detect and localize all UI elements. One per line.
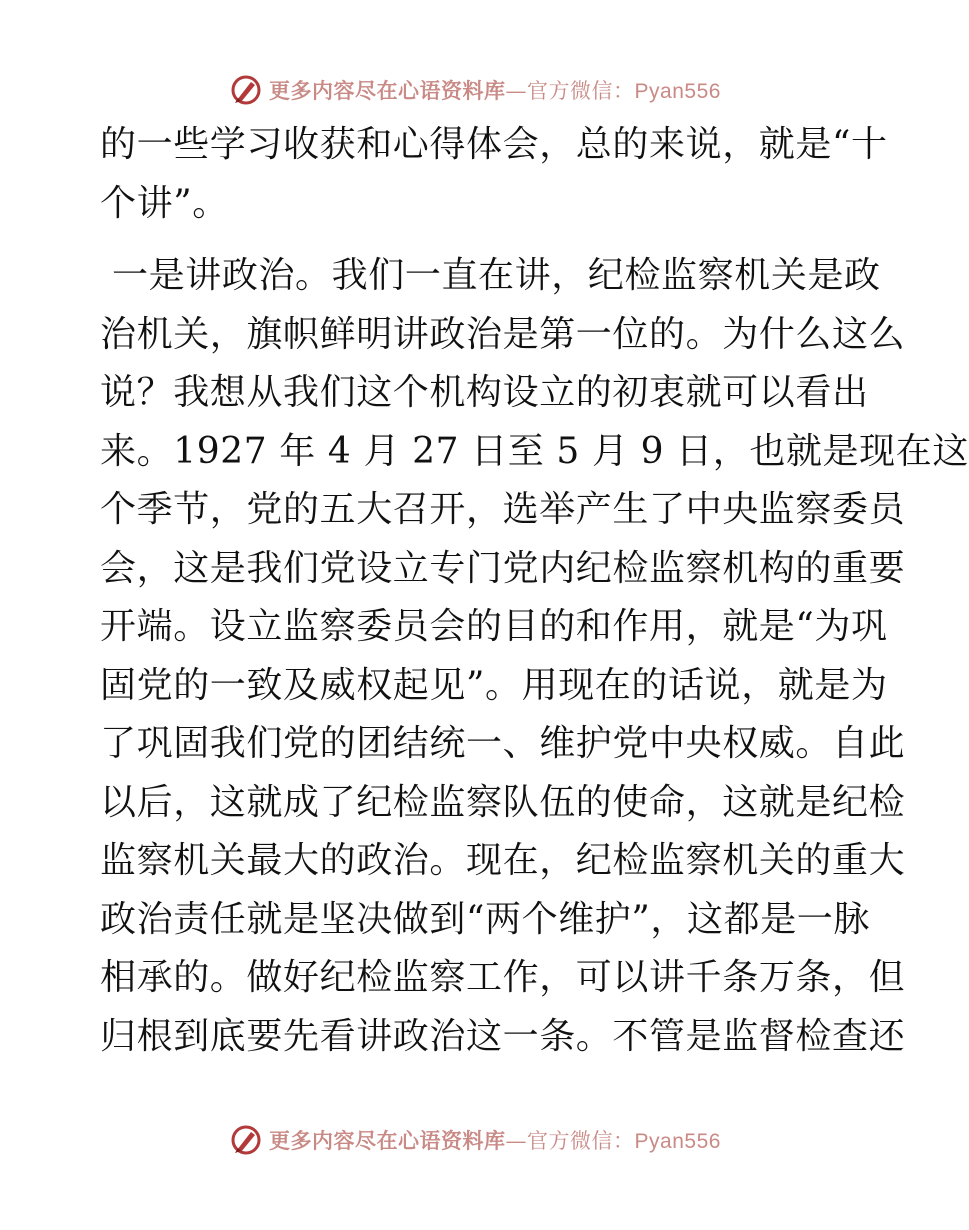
paragraph-1: [100, 116, 888, 233]
text-line: 政治责任就是坚决做到“两个维护”，这都是一脉: [100, 898, 871, 940]
text-line: 了巩固我们党的团结统一、维护党中央权威。自此: [100, 723, 906, 764]
text-line: 说？我想从我们这个机构设立的初衷就可以看出: [100, 372, 869, 413]
watermark-footer: [0, 1120, 950, 1160]
watermark-dash: —: [505, 1129, 528, 1153]
text-line: 治机关，旗帜鲜明讲政治是第一位的。为什么这么: [100, 313, 906, 355]
watermark-official: 官方微信：: [527, 1129, 635, 1153]
text-line: 个讲”。: [100, 182, 229, 224]
paragraph-gap: [100, 233, 852, 247]
watermark-text: [269, 1125, 721, 1155]
document-body: [100, 116, 969, 1066]
text-line: 以后，这就成了纪检监察队伍的使命，这就是纪检: [100, 781, 906, 823]
watermark-account: Pyan556: [634, 1130, 721, 1153]
text-line: 开端。设立监察委员会的目的和作用，就是“为巩: [100, 606, 888, 647]
watermark-official: 官方微信：: [527, 79, 635, 103]
text-line: 相承的。做好纪检监察工作，可以讲千条万条，但: [100, 957, 906, 998]
watermark-text: [269, 75, 721, 105]
text-line: 监察机关最大的政治。现在，纪检监察机关的重大: [100, 840, 906, 881]
pen-logo-icon: [229, 73, 263, 107]
watermark-brand: 更多内容尽在心语资料库: [269, 78, 506, 103]
text-line: 来。1927 年 4 月 27 日至 5 月 9 日，也就是现在这: [100, 430, 969, 472]
text-line: 一是讲政治。我们一直在讲，纪检监察机关是政: [100, 255, 881, 296]
text-line: 个季节，党的五大召开，选举产生了中央监察委员: [100, 489, 906, 530]
watermark-account: Pyan556: [634, 80, 721, 103]
text-line: 固党的一致及威权起见”。用现在的话说，就是为: [100, 664, 888, 706]
text-line: 会，这是我们党设立专门党内纪检监察机构的重要: [100, 547, 906, 589]
pen-logo-icon: [229, 1123, 263, 1157]
text-line: 的一些学习收获和心得体会，总的来说，就是“十: [100, 124, 888, 165]
watermark-brand: 更多内容尽在心语资料库: [269, 1128, 506, 1153]
watermark-header: [0, 70, 950, 110]
paragraph-2: [100, 247, 969, 1066]
watermark-dash: —: [505, 79, 528, 103]
text-line: 归根到底要先看讲政治这一条。不管是监督检查还: [100, 1015, 906, 1057]
